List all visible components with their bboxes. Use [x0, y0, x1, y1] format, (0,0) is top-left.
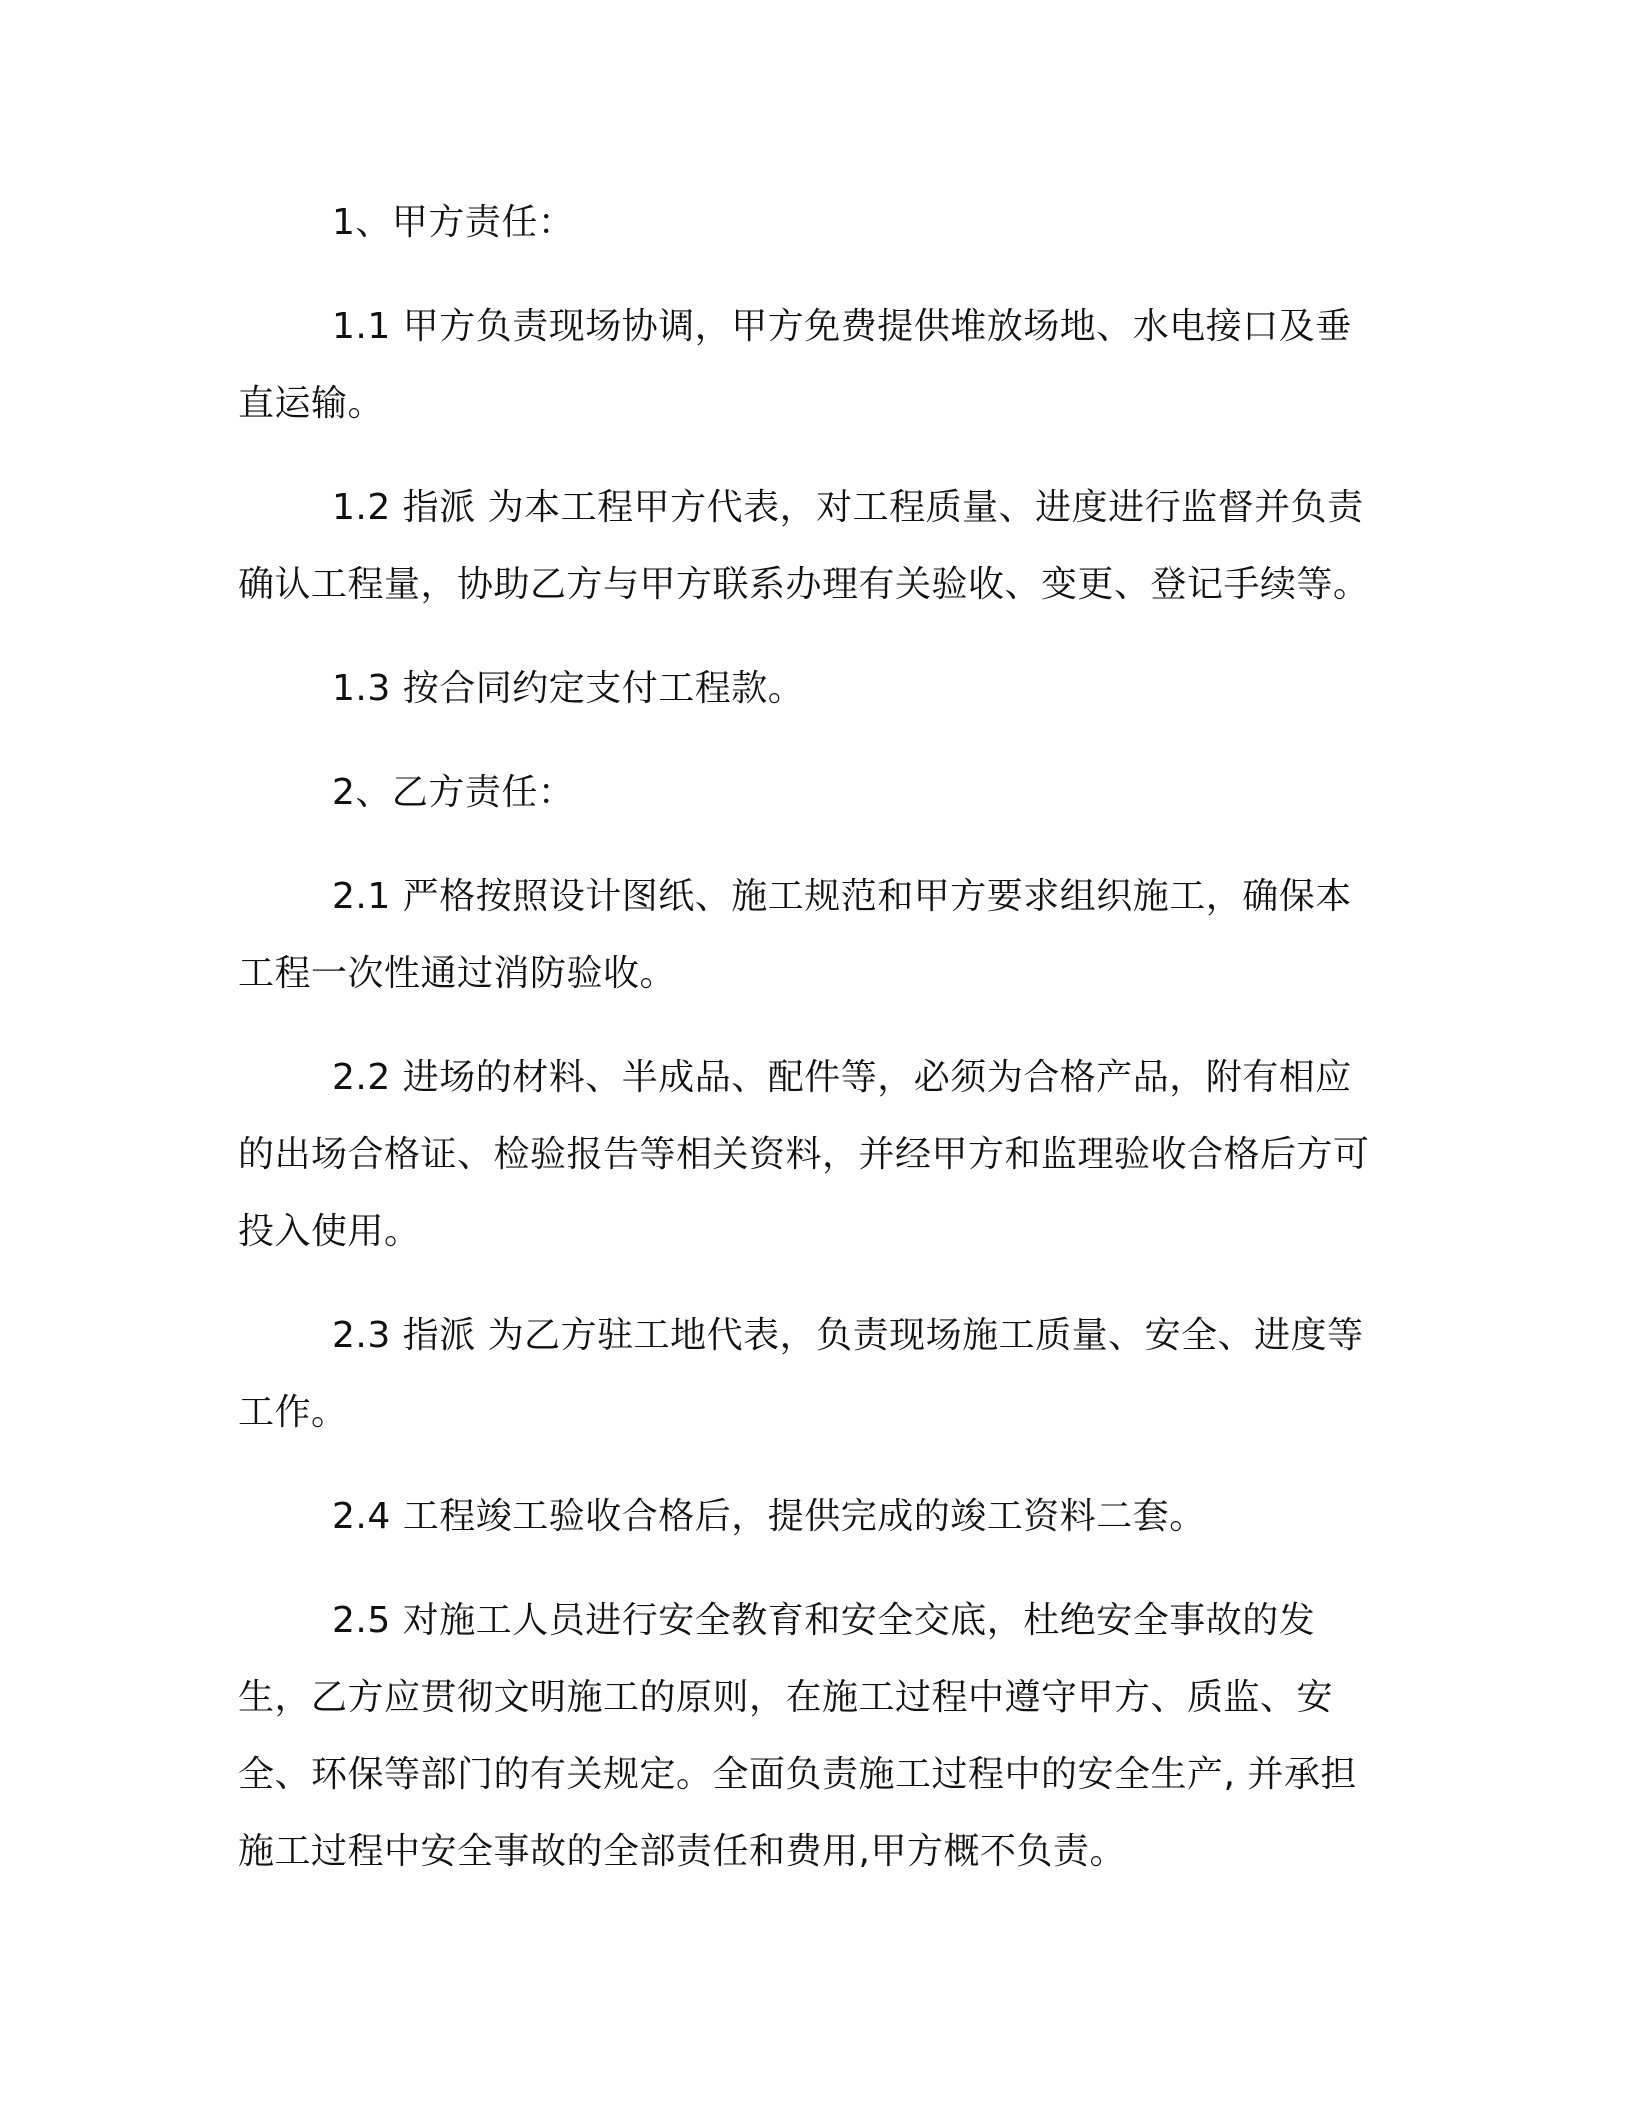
heading-party-a-responsibility: 1、甲方责任：	[332, 202, 575, 243]
clause-1-2: 1.2 指派 为本工程甲方代表，对工程质量、进度进行监督并负责确认工程量，协助乙方与甲方联系办理有关验收、变更、登记手续等。	[238, 487, 1370, 605]
document-body	[238, 184, 1386, 1890]
clause-2-3: 2.3 指派 为乙方驻工地代表，负责现场施工质量、安全、进度等工作。	[238, 1315, 1364, 1433]
clause-1-3: 1.3 按合同约定支付工程款。	[332, 668, 805, 709]
clause-2-1: 2.1 严格按照设计图纸、施工规范和甲方要求组织施工，确保本工程一次性通过消防验收。	[238, 876, 1352, 994]
clause-2-2: 2.2 进场的材料、半成品、配件等，必须为合格产品，附有相应的出场合格证、检验报告等相关资料，并经甲方和监理验收合格后方可投入使用。	[238, 1057, 1370, 1252]
clause-1-1: 1.1 甲方负责现场协调，甲方免费提供堆放场地、水电接口及垂直运输。	[238, 306, 1352, 424]
heading-party-b-responsibility: 2、乙方责任：	[332, 772, 575, 813]
clause-2-5: 2.5 对施工人员进行安全教育和安全交底，杜绝安全事故的发生，乙方应贯彻文明施工的原则，在施工过程中遵守甲方、质监、安全、环保等部门的有关规定。全面负责施工过程中的安全生产, 并承担施工过程中安全事故的全部责任和费用,甲方概不负责。	[238, 1600, 1357, 1872]
clause-2-4: 2.4 工程竣工验收合格后，提供完成的竣工资料二套。	[332, 1496, 1206, 1537]
